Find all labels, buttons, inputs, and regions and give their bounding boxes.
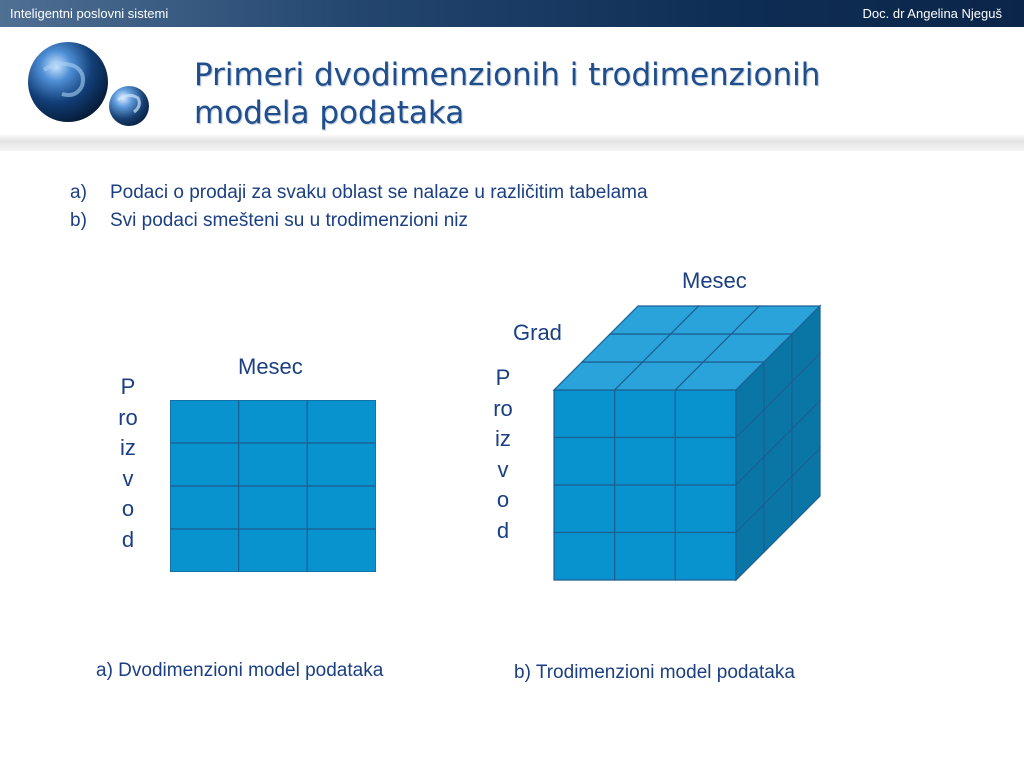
slide-title (194, 56, 954, 132)
cube-front-cell (554, 390, 615, 438)
grid-cell (170, 443, 239, 486)
globe-logo-icon (26, 40, 156, 130)
bullet-marker: b) (70, 210, 87, 231)
cube-front-cell (675, 533, 736, 581)
top-bar (0, 0, 1024, 27)
course-name: Inteligentni poslovni sistemi (10, 6, 169, 21)
3d-mesec-label: Mesec (682, 268, 747, 293)
title-line-1: Primeri dvodimenzionih i trodimenzionih (194, 57, 821, 93)
cube-front-cell (615, 390, 676, 438)
3d-caption: b) Trodimenzioni model podataka (514, 662, 795, 683)
grid-cell (307, 400, 376, 443)
2d-mesec-label: Mesec (238, 354, 303, 379)
bullet-text: Podaci o prodaji za svaku oblast se nalaze u različitim tabelama (110, 182, 648, 203)
grid-cell (239, 400, 308, 443)
cube-front-cell (675, 390, 736, 438)
grid-cell (239, 443, 308, 486)
3d-data-cube (548, 300, 828, 586)
cube-front-cell (675, 485, 736, 533)
bullet-marker: a) (70, 182, 87, 203)
grid-cell (239, 486, 308, 529)
3d-proizvod-label: Proizvod (493, 365, 513, 543)
grid-cell (307, 486, 376, 529)
grid-cell (170, 400, 239, 443)
grid-cell (170, 486, 239, 529)
2d-caption: a) Dvodimenzioni model podataka (96, 660, 384, 681)
cube-front-cell (615, 438, 676, 486)
grid-cell (307, 443, 376, 486)
cube-front-cell (675, 438, 736, 486)
2d-proizvod-label: Proizvod (118, 374, 138, 552)
cube-front-cell (615, 533, 676, 581)
grid-cell (307, 529, 376, 572)
cube-front-cell (554, 485, 615, 533)
title-line-2: modela podataka (194, 95, 465, 131)
cube-front-cell (554, 438, 615, 486)
cube-front-cell (554, 533, 615, 581)
author-name: Doc. dr Angelina Njeguš (862, 6, 1002, 21)
cube-front-cell (615, 485, 676, 533)
2d-data-grid (170, 400, 376, 572)
3d-grad-label: Grad (513, 320, 562, 345)
grid-cell (239, 529, 308, 572)
bullet-text: Svi podaci smešteni su u trodimenzioni niz (110, 210, 469, 231)
grid-cell (170, 529, 239, 572)
